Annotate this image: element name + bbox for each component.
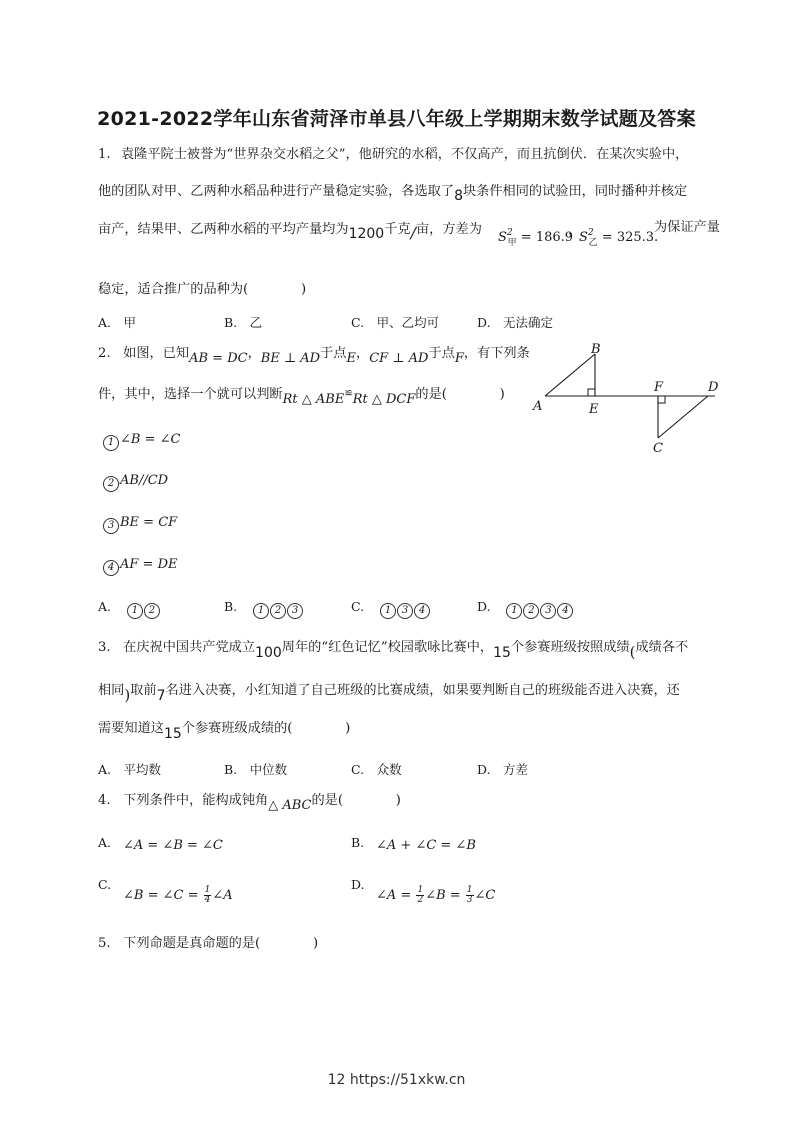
q2-line1	[98, 345, 530, 366]
condition-text: ∠B = ∠C	[120, 432, 181, 447]
q1-line2	[98, 182, 688, 204]
fraction-denominator: 3	[466, 895, 473, 905]
q1-variance-jia	[498, 228, 574, 248]
q4-option-b-label: B.	[351, 835, 365, 850]
q2-triangle-abe: Rt △ ABE	[282, 392, 345, 407]
q5-text: 下列命题是真命题的是( )	[123, 936, 319, 951]
q3-text-b: 周年的“红色记忆”校园歌咏比赛中，	[281, 640, 494, 655]
q2-text-b: ，	[247, 346, 261, 361]
q2-given-1: AB = DC	[189, 351, 248, 366]
circled-number: 2	[144, 603, 160, 619]
circled-number: 1	[253, 603, 269, 619]
condition-text: AB//CD	[120, 473, 169, 488]
q2-text-h: 的是( )	[415, 387, 505, 402]
q1-option-c: C. 甲、乙均可	[351, 315, 440, 330]
option-label: A.	[98, 599, 112, 614]
expr-part: ∠A =	[376, 888, 416, 903]
q1-line3-text-c: 亩，方差为	[415, 222, 482, 237]
q2-text-d: ，	[356, 346, 370, 361]
q1-plot-count: 8	[454, 188, 463, 204]
q3-paren-close: )	[124, 686, 131, 704]
q3-finalist-count: 7	[156, 688, 166, 704]
variance-sup: 2	[506, 228, 513, 238]
q2-option-b	[224, 598, 304, 619]
q2-triangle-dcf: Rt △ DCF	[352, 392, 416, 407]
circled-number: 2	[523, 603, 539, 619]
circled-number: 4	[557, 603, 573, 619]
q3-class-count-2: 15	[163, 726, 182, 742]
q2-option-d	[477, 598, 574, 619]
page-footer: 12 https://51xkw.cn	[327, 1072, 466, 1088]
fraction-numerator: 1	[204, 885, 211, 895]
q3-paren-open: (	[629, 643, 636, 661]
q1-line3	[98, 219, 482, 242]
label-e: E	[589, 402, 599, 417]
q3-line2	[98, 680, 680, 704]
q3-option-c: C. 众数	[351, 762, 402, 777]
q5-number: 5.	[98, 936, 111, 951]
q3-option-d: D. 方差	[477, 762, 529, 777]
page-title: 2021-2022学年山东省菏泽市单县八年级上学期期末数学试题及答案	[97, 108, 696, 130]
q4-option-a: ∠A = ∠B = ∠C	[123, 838, 223, 853]
q1-number: 1.	[98, 147, 111, 162]
q3-text-g: 名进入决赛，小红知道了自己班级的比赛成绩，如果要判断自己的班级能否进入决赛，还	[165, 683, 680, 698]
circled-number: 4	[103, 560, 119, 576]
q2-congruent-sign: ≌	[344, 388, 353, 399]
q4-triangle: △ ABC	[268, 798, 312, 813]
q3-text-a: 在庆祝中国共产党成立	[123, 640, 256, 655]
fraction-numerator: 1	[466, 885, 473, 895]
option-label: B.	[224, 599, 238, 614]
q1-line2-text-a: 他的团队对甲、乙两种水稻品种进行产量稳定实验，各选取了	[98, 184, 455, 199]
q1-option-b: B. 乙	[224, 315, 263, 330]
expr-part: ∠B = ∠C =	[123, 888, 203, 903]
q3-text-c: 个参赛班级按照成绩	[510, 640, 630, 655]
variance-sup: 2	[587, 228, 594, 238]
q2-text-c: 于点	[320, 346, 347, 361]
q2-point-f: F	[454, 351, 464, 366]
circled-number: 3	[287, 603, 303, 619]
q4-option-c-label: C.	[98, 877, 112, 892]
q3-text-f: 取前	[130, 683, 157, 698]
variance-value: = 325.3.	[597, 230, 659, 245]
q3-line3	[98, 719, 351, 742]
condition-text: BE = CF	[120, 515, 178, 530]
q3-option-b: B. 中位数	[224, 762, 288, 777]
fraction	[416, 886, 424, 905]
label-a: A	[533, 399, 543, 414]
q1-line4: 稳定，适合推广的品种为( )	[98, 282, 307, 297]
q2-condition-3	[103, 515, 177, 534]
q2-given-3: CF ⊥ AD	[369, 351, 429, 366]
q3-line1	[98, 637, 689, 661]
q2-condition-2	[103, 473, 168, 492]
q3-option-a: A. 平均数	[98, 762, 162, 777]
q2-geometry-figure	[530, 342, 730, 460]
circled-number: 1	[127, 603, 143, 619]
q4-line1	[98, 792, 401, 813]
q4-option-b: ∠A + ∠C = ∠B	[376, 838, 476, 853]
q3-text-e: 相同	[98, 683, 125, 698]
circled-number: 4	[414, 603, 430, 619]
right-angle-e	[588, 389, 595, 396]
q1-line3-text-d: 为保证产量	[654, 220, 720, 235]
q5-line1	[98, 935, 318, 953]
q3-anniversary-number: 100	[255, 645, 282, 661]
fraction-denominator: 4	[204, 895, 211, 905]
q2-text-e: 于点	[428, 346, 455, 361]
q4-option-d	[376, 886, 495, 905]
circled-number: 1	[380, 603, 396, 619]
variance-symbol: S	[498, 230, 507, 245]
q1-yield-value: 1200	[348, 226, 385, 242]
q2-text-g: 件，其中，选择一个就可以判断	[98, 387, 283, 402]
q4-text-b: 的是( )	[311, 793, 401, 808]
expr-part: ∠B =	[425, 888, 465, 903]
q3-number: 3.	[98, 640, 111, 655]
fraction	[204, 886, 212, 905]
label-f: F	[654, 380, 664, 395]
q4-option-a-label: A.	[98, 835, 112, 850]
q3-text-i: 个参赛班级成绩的( )	[181, 721, 351, 736]
q1-option-a: A. 甲	[98, 315, 137, 330]
q2-given-2: BE ⊥ AD	[260, 351, 321, 366]
variance-symbol: S	[579, 230, 588, 245]
q2-condition-1	[103, 432, 180, 451]
right-angle-f	[658, 396, 665, 403]
circled-number: 1	[506, 603, 522, 619]
option-label: C.	[351, 599, 365, 614]
label-b: B	[591, 342, 601, 357]
q2-line2	[98, 386, 505, 405]
q4-option-d-label: D.	[351, 877, 365, 892]
q2-option-c	[351, 598, 431, 619]
q1-unit-slash: /	[410, 223, 416, 242]
q2-point-e: E	[346, 351, 356, 366]
q1-line1: 袁隆平院士被誉为“世界杂交水稻之父”，他研究的水稻，不仅高产，而且抗倒伏．在某次实验中，	[121, 147, 689, 162]
q4-text-a: 下列条件中，能构成钝角	[123, 793, 269, 808]
q1-yield-unit: 千克	[384, 222, 411, 237]
q4-option-c	[123, 886, 233, 905]
q2-option-a	[98, 598, 161, 619]
expr-part: ∠C	[474, 888, 496, 903]
fraction	[466, 886, 474, 905]
label-d: D	[708, 380, 719, 395]
q1-line2-text-b: 块条件相同的试验田，同时播种并核定	[462, 184, 688, 199]
circled-number: 3	[103, 518, 119, 534]
expr-part: ∠A	[212, 888, 233, 903]
q2-number: 2.	[98, 346, 111, 361]
q4-number: 4.	[98, 793, 111, 808]
fraction-denominator: 2	[417, 895, 424, 905]
circled-number: 3	[397, 603, 413, 619]
q1-option-d: D. 无法确定	[477, 315, 554, 330]
circled-number: 2	[103, 476, 119, 492]
q1-comma: ，	[568, 223, 582, 238]
condition-text: AF = DE	[120, 557, 178, 572]
variance-sub: 甲	[507, 238, 517, 248]
label-c: C	[653, 441, 663, 456]
variance-sub: 乙	[588, 238, 598, 248]
fraction-numerator: 1	[417, 885, 424, 895]
circled-number: 1	[103, 435, 119, 451]
q3-text-h: 需要知道这	[98, 721, 164, 736]
q3-class-count: 15	[493, 645, 511, 661]
q2-condition-4	[103, 557, 177, 576]
variance-value: = 186.9	[516, 230, 574, 245]
q2-text-a: 如图，已知	[123, 346, 190, 361]
circled-number: 2	[270, 603, 286, 619]
q3-text-d: 成绩各不	[635, 640, 689, 655]
circled-number: 3	[540, 603, 556, 619]
q2-text-f: ，有下列条	[463, 346, 530, 361]
q1-variance-yi	[579, 228, 659, 248]
q1-line3-text-a: 亩产，结果甲、乙两种水稻的平均产量均为	[98, 222, 349, 237]
option-label: D.	[477, 599, 491, 614]
